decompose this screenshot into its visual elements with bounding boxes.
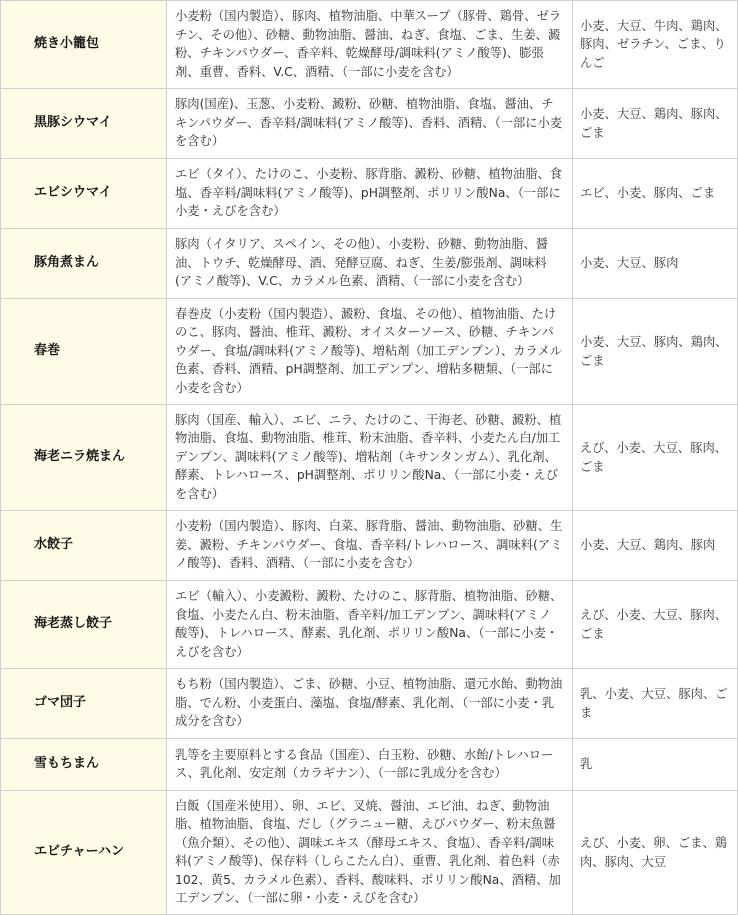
- allergens-cell: 小麦、大豆、豚肉: [573, 229, 738, 299]
- allergens-cell: えび、小麦、大豆、豚肉、ごま: [573, 405, 738, 511]
- table-row: [1, 669, 738, 739]
- product-name: 雪もちまん: [1, 739, 167, 791]
- ingredients-cell: 豚肉（イタリア、スペイン、その他）、小麦粉、砂糖、動物油脂、醤油、トウチ、乾燥酵母、酒、発酵豆腐、ねぎ、生姜/膨張剤、調味料(アミノ酸等)、V.C、カラメル色素、酒精、（一部に小麦を含む）: [167, 229, 573, 299]
- product-name: 黒豚シウマイ: [1, 89, 167, 159]
- table-row: [1, 581, 738, 669]
- allergens-cell: エビ、小麦、豚肉、ごま: [573, 159, 738, 229]
- ingredients-cell: エビ（タイ）、たけのこ、小麦粉、豚背脂、澱粉、砂糖、植物油脂、食塩、香辛料/調味料(アミノ酸等)、pH調整剤、ポリリン酸Na、（一部に小麦・えびを含む）: [167, 159, 573, 229]
- ingredients-cell: 小麦粉（国内製造）、豚肉、植物油脂、中華スープ（豚骨、鶏骨、ゼラチン、その他）、砂糖、動物油脂、醤油、ねぎ、食塩、ごま、生姜、澱粉、チキンパウダー、香辛料、乾燥酵母/調味料(アミノ酸等)、膨張剤、重曹、香料、V.C、酒精、（一部に小麦を含む）: [167, 1, 573, 89]
- table-row: [1, 405, 738, 511]
- ingredients-cell: 小麦粉（国内製造）、豚肉、白菜、豚背脂、醤油、動物油脂、砂糖、生姜、澱粉、チキンパウダー、食塩、香辛料/トレハロース、調味料(アミノ酸等)、香料、酒精、（一部に小麦を含む）: [167, 511, 573, 581]
- ingredients-cell: 白飯（国産米使用）、卵、エビ、叉焼、醤油、エビ油、ねぎ、動物油脂、植物油脂、食塩、だし（グラニュー糖、えびパウダー、粉末魚醤（魚介類）、その他）、調味エキス（酵母エキス、食塩）、香辛料/調味料(アミノ酸等)、保存料（しらこたん白）、重曹、乳化剤、着色料（赤102、黄5、カラメル色素）、香料、酸味料、ポリリン酸Na、酒精、加工デンプン、（一部に卵・小麦・えびを含む）: [167, 791, 573, 915]
- product-name: エビシウマイ: [1, 159, 167, 229]
- allergens-cell: 小麦、大豆、豚肉、鶏肉、ごま: [573, 299, 738, 405]
- ingredients-cell: 乳等を主要原料とする食品（国産）、白玉粉、砂糖、水飴/トレハロース、乳化剤、安定剤（カラギナン）、（一部に乳成分を含む）: [167, 739, 573, 791]
- allergens-cell: 乳、小麦、大豆、豚肉、ごま: [573, 669, 738, 739]
- allergens-cell: えび、小麦、大豆、豚肉、ごま: [573, 581, 738, 669]
- product-name: 焼き小籠包: [1, 1, 167, 89]
- product-name: 豚角煮まん: [1, 229, 167, 299]
- table-row: [1, 1, 738, 89]
- allergens-cell: 小麦、大豆、鶏肉、豚肉: [573, 511, 738, 581]
- product-name: 海老蒸し餃子: [1, 581, 167, 669]
- allergens-cell: 小麦、大豆、鶏肉、豚肉、ごま: [573, 89, 738, 159]
- ingredients-cell: 春巻皮（小麦粉（国内製造）、澱粉、食塩、その他）、植物油脂、たけのこ、豚肉、醤油、椎茸、澱粉、オイスターソース、砂糖、チキンパウダー、食塩/調味料(アミノ酸等)、増粘剤（加工デンプン）、カラメル色素、香料、酒精、pH調整剤、加工デンプン、増粘多糖類、（一部に小麦を含む）: [167, 299, 573, 405]
- allergens-cell: 乳: [573, 739, 738, 791]
- allergens-cell: えび、小麦、卵、ごま、鶏肉、豚肉、大豆: [573, 791, 738, 915]
- product-name: 海老ニラ焼まん: [1, 405, 167, 511]
- table-row: [1, 511, 738, 581]
- table-row: [1, 791, 738, 915]
- ingredients-cell: エビ（輸入）、小麦澱粉、澱粉、たけのこ、豚背脂、植物油脂、砂糖、食塩、小麦たん白、粉末油脂、香辛料/加工デンプン、調味料(アミノ酸等)、トレハロース、酵素、乳化剤、ポリリン酸Na、（一部に小麦・えびを含む）: [167, 581, 573, 669]
- product-name: 水餃子: [1, 511, 167, 581]
- allergens-cell: 小麦、大豆、牛肉、鶏肉、豚肉、ゼラチン、ごま、りんご: [573, 1, 738, 89]
- table-row: [1, 229, 738, 299]
- ingredients-cell: 豚肉(国産)、玉葱、小麦粉、澱粉、砂糖、植物油脂、食塩、醤油、チキンパウダー、香辛料/調味料(アミノ酸等)、香料、酒精、（一部に小麦を含む）: [167, 89, 573, 159]
- product-name: 春巻: [1, 299, 167, 405]
- table-row: [1, 739, 738, 791]
- table-row: [1, 159, 738, 229]
- table-row: [1, 89, 738, 159]
- ingredients-cell: 豚肉（国産、輸入）、エビ、ニラ、たけのこ、干海老、砂糖、澱粉、植物油脂、食塩、動物油脂、椎茸、粉末油脂、香辛料、小麦たん白/加工デンプン、調味料(アミノ酸等)、増粘剤（キサンタンガム）、乳化剤、酵素、トレハロース、pH調整剤、ポリリン酸Na、（一部に小麦・えびを含む）: [167, 405, 573, 511]
- product-name: エビチャーハン: [1, 791, 167, 915]
- table-row: [1, 299, 738, 405]
- product-name: ゴマ団子: [1, 669, 167, 739]
- ingredients-cell: もち粉（国内製造）、ごま、砂糖、小豆、植物油脂、還元水飴、動物油脂、でん粉、小麦蛋白、藻塩、食塩/酵素、乳化剤、（一部に小麦・乳成分を含む）: [167, 669, 573, 739]
